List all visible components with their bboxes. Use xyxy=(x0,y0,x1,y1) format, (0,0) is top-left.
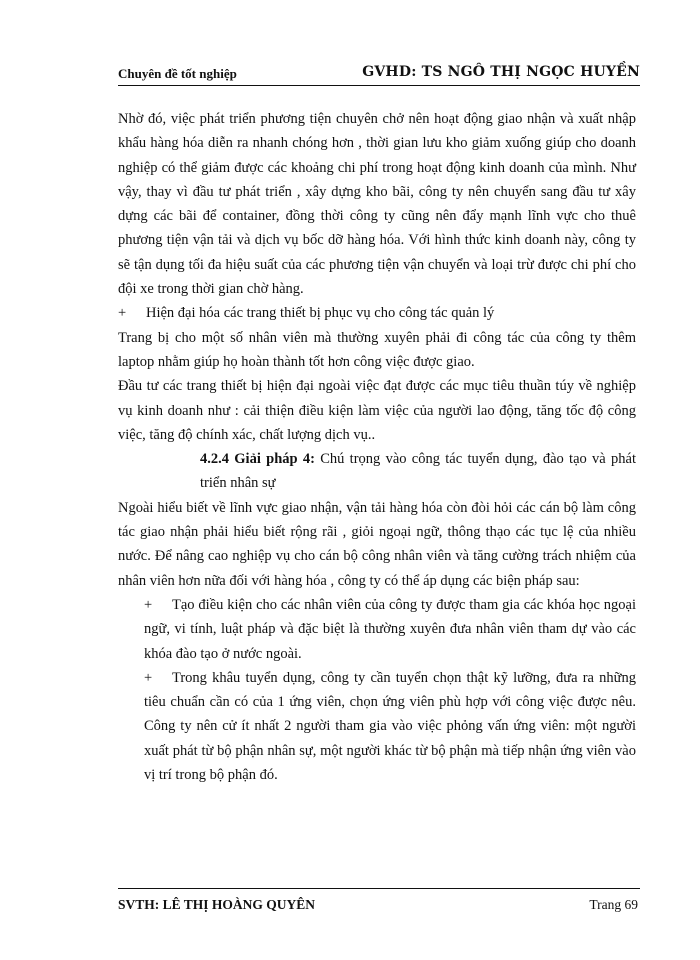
paragraph-3: Đầu tư các trang thiết bị hiện đại ngoài việc đạt được các mục tiêu thuần túy về nghiệp vụ kinh doanh như : cải thiện điều kiện làm việc của người lao động, tăng tốc độ công việc, tăng độ chính xác, chất lượng dịch vụ.. xyxy=(118,378,636,443)
header-advisor: GVHD: TS NGÔ THỊ NGỌC HUYỀN xyxy=(362,64,640,80)
bullet-mark: + xyxy=(144,669,153,686)
header-title: Chuyên đề tốt nghiệp xyxy=(118,66,237,81)
bullet-item-1 xyxy=(118,301,636,325)
heading-number: 4.2.4 Giải pháp 4: xyxy=(200,451,315,468)
bullet-text: Tạo điều kiện cho các nhân viên của công ty được tham gia các khóa học ngoại ngữ, vi tính, luật pháp và đặc biệt là thường xuyên đưa nhân viên tham dự vào các khóa đào tạo ở nước ngoài. xyxy=(144,596,636,662)
paragraph-2: Trang bị cho một số nhân viên mà thường xuyên phải đi công tác của công ty thêm laptop nhằm giúp họ hoàn thành tốt hơn công việc được giao. xyxy=(118,329,636,370)
bullet-text: Trong khâu tuyển dụng, công ty cần tuyển chọn thật kỹ lưỡng, đưa ra những tiêu chuẩn cần có của 1 ứng viên, chọn ứng viên phù hợp với công việc được nêu. Công ty nên cử ít nhất 2 người tham gia vào việc phỏng vấn ứng viên: một người xuất phát từ bộ phận nhân sự, một người khác từ bộ phận mà tiếp nhận ứng viên vào vị trí trong bộ phận đó. xyxy=(144,669,636,784)
bullet-mark: + xyxy=(118,305,127,322)
section-heading xyxy=(200,447,636,496)
footer-author: SVTH: LÊ THỊ HOÀNG QUYÊN xyxy=(118,897,316,912)
heading-text: Chú trọng vào công tác tuyển dụng, đào tạo và phát triển nhân sự xyxy=(200,451,636,492)
paragraph-1: Nhờ đó, việc phát triển phương tiện chuyên chở nên hoạt động giao nhận và xuất nhập khẩu hàng hóa diễn ra nhanh chóng hơn , thời gian lưu kho giảm xuống giúp cho doanh nghiệp có thể giảm được các khoảng chi phí trong hoạt động kinh doanh của mình. Như vậy, thay vì đầu tư phát triển , xây dựng kho bãi, công ty nên chuyển sang đầu tư xây dựng các bãi để container, đồng thời công ty cũng nên đẩy mạnh lĩnh vực cho thuê phương tiện vận tải và dịch vụ bốc dỡ hàng hóa. Với hình thức kinh doanh này, công ty sẽ tận dụng tối đa hiệu suất của các phương tiện vận chuyển và loại trừ được chi phí cho đội xe trong thời gian chờ hàng. xyxy=(118,111,636,298)
paragraph-4: Ngoài hiểu biết về lĩnh vực giao nhận, vận tải hàng hóa còn đòi hỏi các cán bộ làm công tác giao nhận phải hiểu biết rộng rãi , giỏi ngoại ngữ, thông thạo các tục lệ của nhiều nước. Để nâng cao nghiệp vụ cho cán bộ công nhân viên và tăng cường trách nhiệm của nhân viên hơn nữa đối với hàng hóa , công ty có thể áp dụng các biện pháp sau: xyxy=(118,499,636,589)
page-footer xyxy=(118,888,640,918)
page-number: Trang 69 xyxy=(589,897,638,912)
footer-divider xyxy=(118,888,640,889)
header-divider xyxy=(118,85,640,86)
bullet-item-2 xyxy=(144,593,636,666)
bullet-item-3 xyxy=(144,666,636,787)
bullet-mark: + xyxy=(144,596,153,613)
body-section-1 xyxy=(118,107,636,787)
page-header xyxy=(118,60,640,88)
bullet-text: Hiện đại hóa các trang thiết bị phục vụ cho công tác quản lý xyxy=(146,305,495,322)
